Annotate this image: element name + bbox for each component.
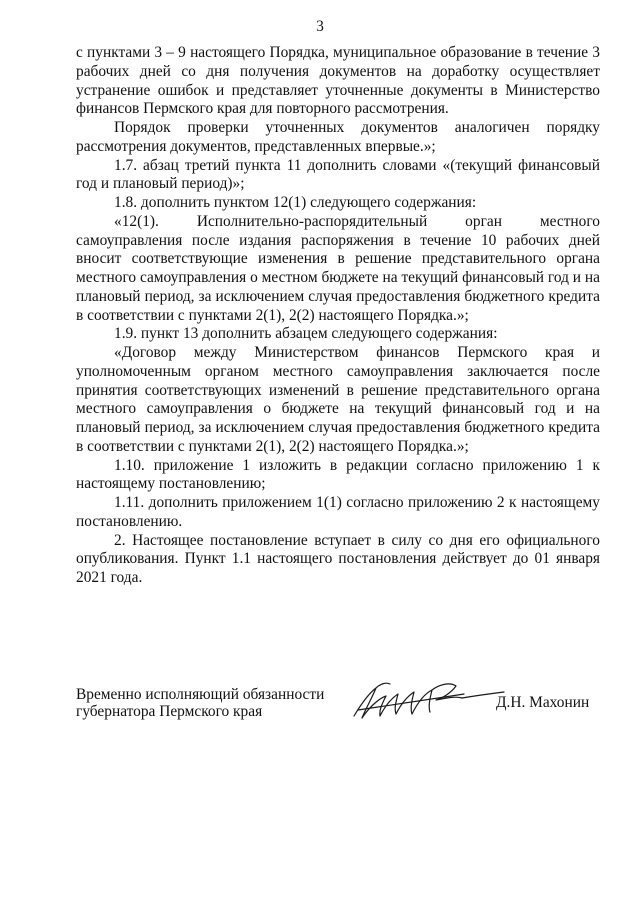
- handwritten-signature: [346, 676, 506, 724]
- paragraph: «Договор между Министерством финансов Пермского края и уполномоченным органом местного самоуправления заключается после принятия соответствующих изменений в решение представительного органа местного самоуправления о бюджете на текущий финансовый год и на плановый период, за исключением случая предоставления бюджетного кредита в соответствии с пунктами 2(1), 2(2) настоящего Порядка.»;: [76, 344, 600, 455]
- paragraph: 1.10. приложение 1 изложить в редакции согласно приложению 1 к настоящему постановлению;: [76, 456, 600, 493]
- signatory-name: Д.Н. Махонин: [496, 694, 590, 711]
- document-body: [76, 44, 600, 588]
- paragraph: 1.9. пункт 13 дополнить абзацем следующего содержания:: [114, 325, 498, 343]
- paragraph: 2. Настоящее постановление вступает в силу со дня его официального опубликования. Пункт 1.1 настоящего постановления действует до 01 января 2021 года.: [76, 531, 600, 586]
- paragraph: 1.8. дополнить пунктом 12(1) следующего содержания:: [114, 194, 477, 211]
- paragraph: Порядок проверки уточненных документов аналогичен порядку рассмотрения документов, представленных впервые.»;: [76, 119, 600, 155]
- signatory-position-line: губернатора Пермского края: [76, 703, 263, 720]
- signatory-position: [76, 686, 336, 720]
- signatory-position-line: Временно исполняющий обязанности: [76, 686, 325, 703]
- paragraph: «12(1). Исполнительно-распорядительный орган местного самоуправления после издания распоряжения в течение 10 рабочих дней вносит соответствующие изменения в решение представительного органа местного самоуправления о местном бюджете на текущий финансовый год и на плановый период, за исключением случая предоставления бюджетного кредита в соответствии с пунктами 2(1), 2(2) настоящего Порядка.»;: [76, 212, 600, 324]
- page-number: 3: [316, 18, 324, 35]
- paragraph: 1.7. абзац третий пункта 11 дополнить словами «(текущий финансовый год и плановый период)»;: [76, 156, 600, 193]
- paragraph: 1.11. дополнить приложением 1(1) согласно приложению 2 к настоящему постановлению.: [76, 494, 600, 530]
- paragraph: с пунктами 3 – 9 настоящего Порядка, муниципальное образование в течение 3 рабочих дней со дня получения документов на доработку осуществляет устранение ошибок и представляет уточненные документы в Министерство финансов Пермского края для повторного рассмотрения.: [76, 44, 600, 118]
